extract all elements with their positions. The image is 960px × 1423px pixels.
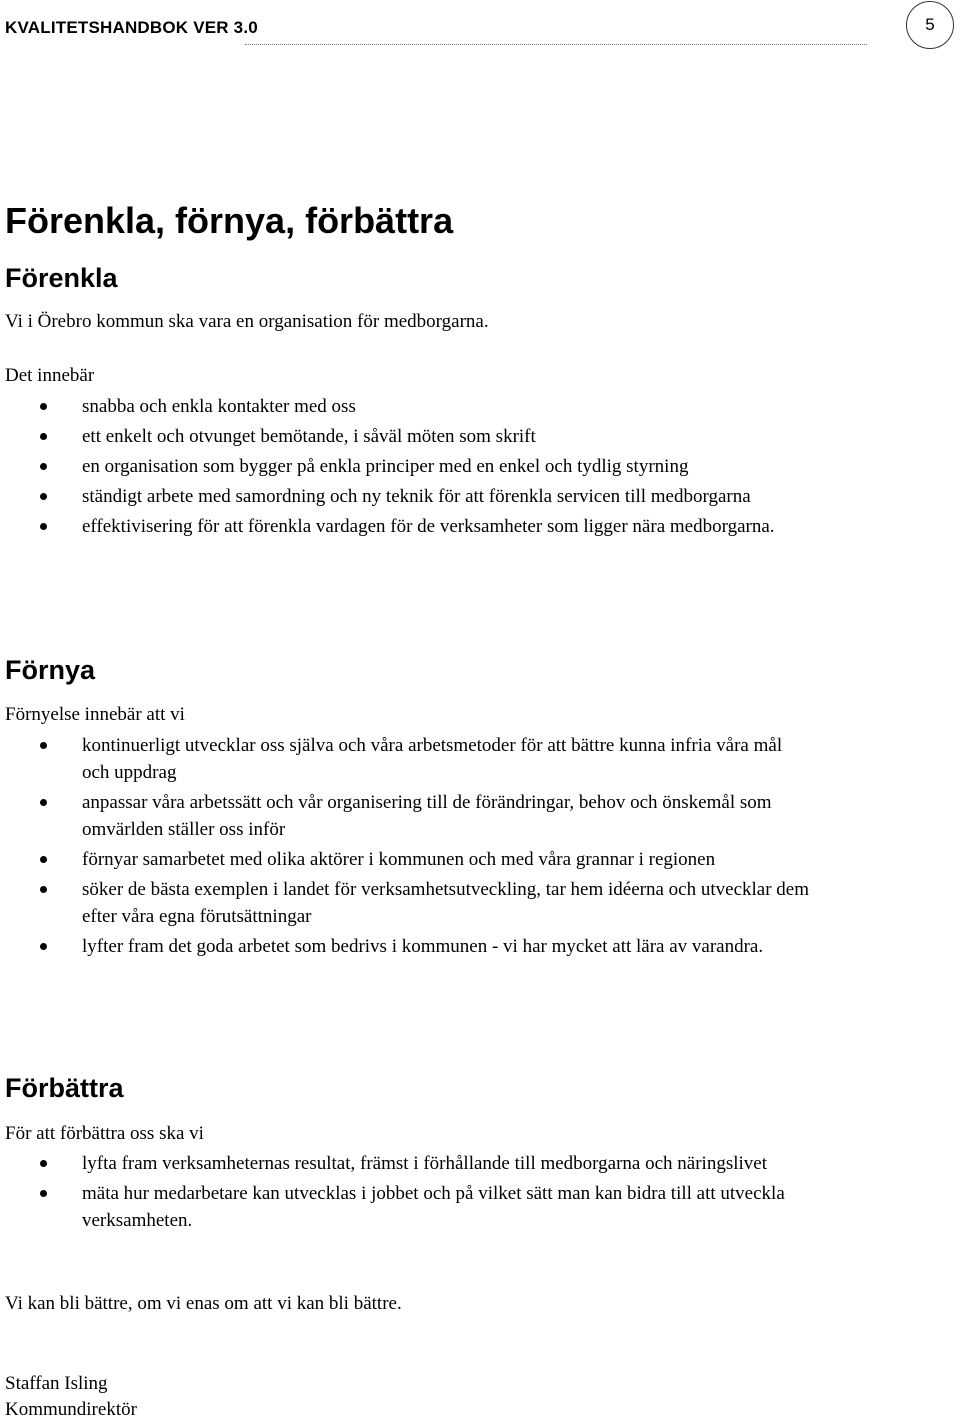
section-heading-forbattra: Förbättra	[5, 1073, 124, 1103]
section-lead-forenkla: Det innebär	[5, 365, 95, 386]
section-heading-forenkla: Förenkla	[5, 263, 118, 293]
list-item: kontinuerligt utvecklar oss själva och våra arbetsmetoder för att bättre kunna infria våra mål och uppdrag	[5, 732, 802, 786]
header-dotted-rule	[245, 44, 867, 45]
document-title-header: KVALITETSHANDBOK VER 3.0	[5, 18, 258, 37]
list-item: mäta hur medarbetare kan utvecklas i jobbet och på vilket sätt man kan bidra till att utveckla verksamheten.	[5, 1180, 834, 1234]
list-item: söker de bästa exemplen i landet för verksamhetsutveckling, tar hem idéerna och utvecklar dem efter våra egna förutsättningar	[5, 876, 834, 930]
main-title: Förenkla, förnya, förbättra	[5, 200, 454, 241]
list-item: ständigt arbete med samordning och ny teknik för att förenkla servicen till medborgarna	[5, 483, 782, 510]
closing-statement: Vi kan bli bättre, om vi enas om att vi kan bli bättre.	[5, 1293, 402, 1314]
section-intro-forenkla: Vi i Örebro kommun ska vara en organisation för medborgarna.	[5, 311, 489, 332]
list-item: ett enkelt och otvunget bemötande, i såväl möten som skrift	[5, 423, 845, 450]
list-item: snabba och enkla kontakter med oss	[5, 393, 845, 420]
bullet-list-forenkla	[5, 393, 845, 543]
list-item: förnyar samarbetet med olika aktörer i kommunen och med våra grannar i regionen	[5, 846, 782, 873]
signature-title: Kommundirektör	[5, 1399, 137, 1420]
page-number-badge: 5	[906, 1, 954, 49]
bullet-list-forbattra	[5, 1150, 845, 1237]
section-lead-forbattra: För att förbättra oss ska vi	[5, 1123, 204, 1144]
page-header	[0, 0, 960, 60]
section-heading-fornya: Förnya	[5, 655, 96, 685]
list-item: effektivisering för att förenkla vardagen för de verksamheter som ligger nära medborgarna.	[5, 513, 812, 540]
section-lead-fornya: Förnyelse innebär att vi	[5, 704, 185, 725]
bullet-list-fornya	[5, 732, 845, 963]
list-item: en organisation som bygger på enkla principer med en enkel och tydlig styrning	[5, 453, 845, 480]
list-item: lyfter fram det goda arbetet som bedrivs i kommunen - vi har mycket att lära av varandra.	[5, 933, 827, 960]
list-item: anpassar våra arbetssätt och vår organisering till de förändringar, behov och önskemål som omvärlden ställer oss inför	[5, 789, 797, 843]
signature-name: Staffan Isling	[5, 1373, 108, 1394]
list-item: lyfta fram verksamheternas resultat, främst i förhållande till medborgarna och näringslivet	[5, 1150, 807, 1177]
